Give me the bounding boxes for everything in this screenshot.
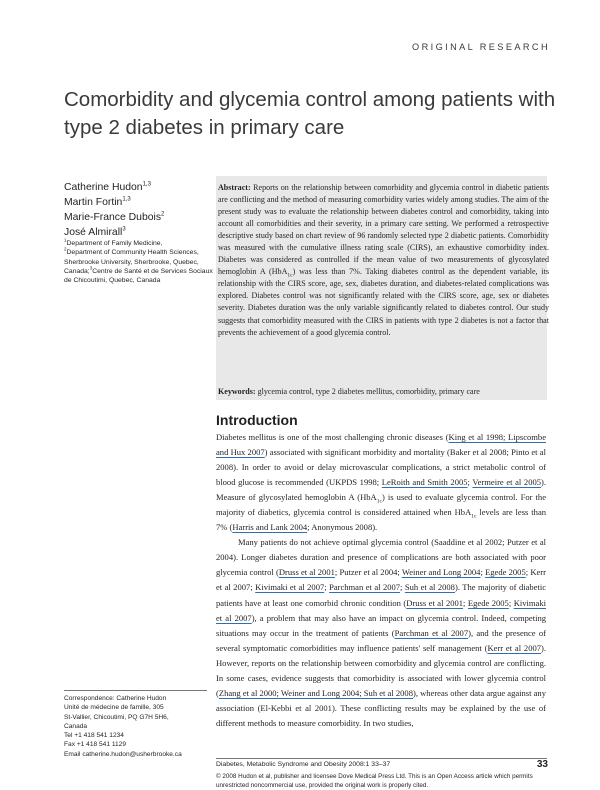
correspondence-line: Tel +1 418 541 1234 — [64, 732, 124, 740]
citation-link[interactable]: King et al 1998; Lipscombe and Hux 2007 — [216, 432, 546, 458]
citation-link[interactable]: Egede 2005 — [485, 567, 526, 578]
correspondence-block — [64, 694, 214, 759]
abstract: Abstract: Reports on the relationship between comorbidity and glycemia control in diabetic patients are conflicting and the method of measuring comorbidity varies widely among studies. The aim of the present study was to evaluate the relationship between diabetes control and comorbidity, taking into account all comorbidities and their severity, in a primary care setting. We performed a retrospective descriptive study based on chart review of 96 randomly selected type 2 diabetic patients. Comorbidity was measured with the cumulative illness rating scale (CIRS), an exhaustive comorbidity index. Diabetes was considered as controlled if the mean value of two measurements of glycosylated hemoglobin A (HbA$_{1c}$) was less than 7%. Taking diabetes control as the dependent variable, its relationship with the CIRS score, age, sex, diabetes duration, and diabetes-related complications was explored. Diabetes control was not significantly related with the CIRS score, age, sex or diabetes severity. Diabetes duration was the only variable significantly related to diabetes control. Our study suggests that comorbidity measured with the CIRS in patients with type 2 diabetes is not a factor that prevents the achievement of a good glycemia control. — [218, 183, 549, 337]
author: Marie-France Dubois$^2$ — [64, 211, 165, 223]
citation-link[interactable]: Parchman et al 2007 — [329, 582, 401, 593]
citation-link[interactable]: Zhang et al 2000; Weiner and Long 2004; Suh et al 2008 — [218, 687, 413, 698]
citation-link[interactable]: Suh et al 2008 — [404, 582, 455, 593]
paragraph: Diabetes mellitus is one of the most challenging chronic diseases (King et al 1998; Lipscombe and Hux 2007) associated with significant morbidity and mortality (Baker et al 2008; Pinto et al 2008). In order to avoid or delay microvascular complications, a strict metabolic control of blood glucose is recommended (UKPDS 1998; LeRoith and Smith 2005; Vermeire et al 2005). Measure of glycosylated hemoglobin A (HbA$_{1c}$) is used to evaluate glycemia control. For the majority of diabetics, glycemia control is considered attained when HbA$_{1c}$ levels are less than 7% (Harris and Lank 2004; Anonymous 2008). — [216, 432, 547, 533]
page-number: 33 — [536, 759, 548, 770]
citation-link[interactable]: LeRoith and Smith 2005 — [381, 477, 468, 488]
citation-link[interactable]: Weiner and Long 2004 — [401, 567, 481, 578]
citation-link[interactable]: Druss et al 2001 — [406, 597, 464, 608]
article-title: Comorbidity and glycemia control among patients with type 2 diabetes in primary care — [64, 88, 556, 139]
author: Martin Fortin$^{1,3}$ — [64, 196, 131, 208]
footer-divider — [216, 758, 547, 759]
citation-link[interactable]: Kivimaki et al 2007 — [255, 582, 325, 593]
citation-link[interactable]: Parchman et al 2007 — [394, 627, 469, 638]
correspondence-divider — [64, 690, 207, 691]
correspondence-line: Canada — [64, 722, 88, 730]
journal-citation: Diabetes, Metabolic Syndrome and Obesity 2008:1 33–37 — [216, 761, 391, 768]
article-body — [216, 430, 546, 731]
citation-link[interactable]: Kivimaki et al 2007 — [216, 597, 546, 623]
citation-link[interactable]: Egede 2005 — [467, 597, 509, 608]
citation-link[interactable]: Harris and Lank 2004 — [232, 522, 308, 533]
affiliations: $^1$Department of Family Medicine, $^2$Department of Community Health Sciences, Sherbrooke University, Sherbrooke, Quebec, Canada;$^3$Centre de Santé et de Services Sociaux de Chicoutimi, Quebec, Canada — [64, 237, 213, 285]
paragraph: Many patients do not achieve optimal glycemia control (Saaddine et al 2002; Putzer et al 2004). Longer diabetes duration and presence of complications are both associated with poor glycemia control (Druss et al 2001; Putzer et al 2004; Weiner and Long 2004; Egede 2005; Kerr et al 2007; Kivimaki et al 2007; Parchman et al 2007; Suh et al 2008). The majority of diabetic patients have at least one comorbid chronic condition (Druss et al 2001; Egede 2005; Kivimaki et al 2007), a problem that may also have an impact on glycemia control. Indeed, competing situations may occur in the treatment of patients (Parchman et al 2007), and the presence of several symptomatic comorbidities may influence patients' self management (Kerr et al 2007). However, reports on the relationship between comorbidity and glycemia control are conflicting. In some cases, evidence suggests that comorbidity is associated with lower glycemia control (Zhang et al 2000; Weiner and Long 2004; Suh et al 2008), whereas other data argue against any association (El-Kebbi et al 2001). These conflicting results may be explained by the use of different methods to measure comorbidity. In two studies, — [216, 537, 547, 728]
correspondence-line: Unité de médecine de famille, 305 — [64, 704, 164, 712]
correspondence-line: Correspondence: Catherine Hudon — [64, 695, 167, 702]
citation-link[interactable]: Kerr et al 2007 — [487, 642, 542, 653]
author-list — [64, 180, 214, 240]
correspondence-line: St-Vallier, Chicoutimi, PQ G7H 5H6, — [64, 713, 169, 721]
author: José Almirall$^3$ — [64, 226, 126, 238]
license-notice: © 2008 Hudon et al, publisher and licensee Dove Medical Press Ltd. This is an Open Access article which permits unrestricted noncommercial use, provided the original work is properly cited. — [216, 773, 533, 789]
citation-link[interactable]: Druss et al 2001 — [278, 567, 335, 578]
citation-link[interactable]: Vermeire et al 2005 — [472, 477, 542, 488]
section-heading-introduction: Introduction — [216, 412, 298, 428]
abstract-label: Abstract: — [218, 183, 251, 192]
keywords-label: Keywords: — [218, 387, 256, 396]
section-label: ORIGINAL RESEARCH — [412, 42, 550, 52]
correspondence-line: Fax +1 418 541 1129 — [64, 741, 127, 749]
keywords: Keywords: glycemia control, type 2 diabetes mellitus, comorbidity, primary care — [218, 387, 480, 396]
author: Catherine Hudon$^{1,3}$ — [64, 181, 151, 193]
correspondence-email[interactable]: Email catherine.hudon@usherbrooke.ca — [64, 750, 182, 758]
